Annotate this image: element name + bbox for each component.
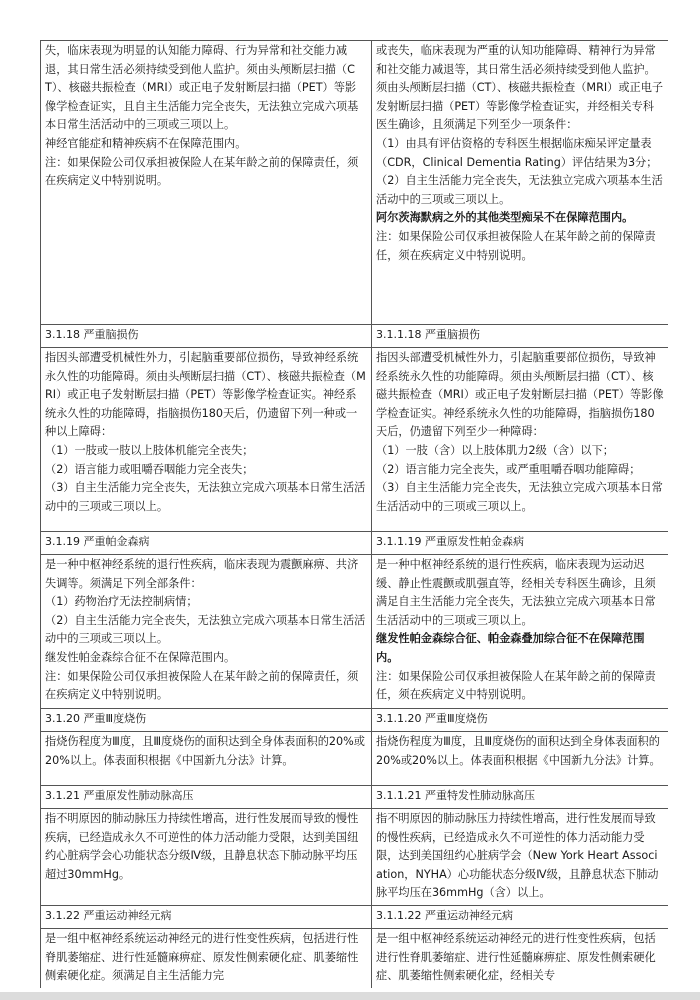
left-paragraph: 失，临床表现为明显的认知能力障碍、行为异常和社交能力减退，其日常生活必须持续受到他人监护。须由头颅断层扫描（CT）、核磁共振检查（MRI）或正电子发射断层扫描（PET）等影像学检查证实，且自主生活能力完全丧失，无法独立完成六项基本日常生活活动中的三项或三项以上。 [45, 44, 359, 132]
left-column-cell: 3.1.18 严重脑损伤 [41, 325, 372, 348]
right-column-cell [372, 928, 669, 988]
left-column-cell: 3.1.19 严重帕金森病 [41, 532, 372, 555]
left-column-cell: 3.1.20 严重Ⅲ度烧伤 [41, 709, 372, 732]
right-column-cell [372, 732, 669, 786]
left-paragraph: 注：如果保险公司仅承担被保险人在某年龄之前的保障责任，须在疾病定义中特别说明。 [45, 155, 359, 188]
left-paragraph: （2）语言能力或咀嚼吞咽能力完全丧失； [45, 462, 254, 476]
right-paragraph: （3）自主生活能力完全丧失，无法独立完成六项基本日常生活活动中的三项或三项以上。 [376, 481, 663, 513]
right-paragraph: 阿尔茨海默病之外的其他类型痴呆不在保障范围内。 [376, 211, 634, 225]
section-heading-row [41, 709, 669, 732]
left-paragraph: 是一组中枢神经系统运动神经元的进行性变性疾病，包括进行性脊肌萎缩症、进行性延髓麻痹症、原发性侧索硬化症、肌萎缩性侧索硬化症。须满足自主生活能力完 [45, 931, 359, 983]
right-column-cell: 3.1.1.19 严重原发性帕金森病 [372, 532, 669, 555]
left-column-cell: 3.1.21 严重原发性肺动脉高压 [41, 786, 372, 809]
right-column-cell [372, 41, 669, 325]
left-column-cell [41, 732, 372, 786]
left-paragraph: 指不明原因的肺动脉压力持续性增高，进行性发展而导致的慢性疾病，已经造成永久不可逆性的体力活动能力受限，达到美国纽约心脏病学会心功能状态分级Ⅳ级，且静息状态下肺动脉平均压超过30mmHg。 [45, 812, 359, 881]
left-paragraph: 是一种中枢神经系统的退行性疾病，临床表现为震颤麻痹、共济失调等。须满足下列全部条件： [45, 558, 359, 590]
right-paragraph: 注：如果保险公司仅承担被保险人在某年龄之前的保障责任，须在疾病定义中特别说明。 [376, 229, 656, 262]
section-content-row [41, 809, 669, 906]
right-column-cell [372, 555, 669, 709]
right-column-cell: 3.1.1.18 严重脑损伤 [372, 325, 669, 348]
left-column-cell [41, 348, 372, 532]
left-column-cell: 3.1.22 严重运动神经元病 [41, 905, 372, 928]
right-column-cell: 3.1.1.20 严重Ⅲ度烧伤 [372, 709, 669, 732]
left-paragraph: （1）一肢或一肢以上肢体机能完全丧失； [45, 443, 254, 457]
right-paragraph: （2）自主生活能力完全丧失，无法独立完成六项基本生活活动中的三项或三项以上。 [376, 174, 663, 206]
section-content-row [41, 555, 669, 709]
left-paragraph: （3）自主生活能力完全丧失，无法独立完成六项基本日常生活活动中的三项或三项以上。 [45, 481, 366, 513]
right-paragraph: （1）由具有评估资格的专科医生根据临床痴呆评定量表（CDR，Clinical Dementia Rating）评估结果为3分； [376, 136, 658, 169]
document-page [40, 40, 668, 988]
left-paragraph: 指烧伤程度为Ⅲ度，且Ⅲ度烧伤的面积达到全身体表面积的20%或20%以上。体表面积根据《中国新九分法》计算。 [45, 735, 365, 767]
left-paragraph: （2）自主生活能力完全丧失，无法独立完成六项基本日常生活活动中的三项或三项以上。 [45, 613, 366, 646]
section-heading-row [41, 532, 669, 555]
right-paragraph: 是一种中枢神经系统的退行性疾病，临床表现为运动迟缓、静止性震颤或肌强直等，经相关专科医生确诊，且须满足自主生活能力完全丧失，无法独立完成六项基本日常生活活动中的三项或三项以上。 [376, 558, 656, 627]
right-paragraph: 是一组中枢神经系统运动神经元的进行性变性疾病，包括进行性脊肌萎缩症、进行性延髓麻痹症、原发性侧索硬化症、肌萎缩性侧索硬化症，经相关专 [376, 931, 656, 983]
right-paragraph: 继发性帕金森综合征、帕金森叠加综合征不在保障范围内。 [376, 632, 645, 664]
right-column-cell: 3.1.1.21 严重特发性肺动脉高压 [372, 786, 669, 809]
section-heading-row [41, 325, 669, 348]
left-column-cell [41, 41, 372, 325]
right-column-cell: 3.1.1.22 严重运动神经元病 [372, 905, 669, 928]
right-paragraph: （2）语言能力完全丧失，或严重咀嚼吞咽功能障碍； [376, 462, 641, 476]
left-paragraph: （1）药物治疗无法控制病情； [45, 595, 198, 609]
left-column-cell [41, 809, 372, 906]
right-paragraph: 或丧失，临床表现为严重的认知功能障碍、精神行为异常和社交能力减退等，其日常生活必须持续受到他人监护。须由头颅断层扫描（CT）、核磁共振检查（MRI）或正电子发射断层扫描（PET）等影像学检查证实，并经相关专科医生确诊，且须满足下列至少一项条件： [376, 44, 664, 132]
comparison-table [40, 40, 668, 988]
right-column-cell [372, 809, 669, 906]
left-paragraph: 继发性帕金森综合征不在保障范围内。 [45, 650, 236, 664]
left-column-cell [41, 555, 372, 709]
section-content-row [41, 732, 669, 786]
left-column-cell [41, 928, 372, 988]
right-column-cell [372, 348, 669, 532]
right-paragraph: 注：如果保险公司仅承担被保险人在某年龄之前的保障责任，须在疾病定义中特别说明。 [376, 669, 656, 702]
right-paragraph: 指因头部遭受机械性外力，引起脑重要部位损伤，导致神经系统永久性的功能障碍。须由头颅断层扫描（CT）、核磁共振检查（MRI）或正电子发射断层扫描（PET）等影像学检查证实。神经系统永久性的功能障碍，指脑损伤180天后，仍遗留下列至少一种障碍： [376, 351, 664, 439]
right-paragraph: （1）一肢（含）以上肢体肌力2级（含）以下； [376, 443, 614, 457]
right-paragraph: 指不明原因的肺动脉压力持续性增高，进行性发展而导致的慢性疾病，已经造成永久不可逆性的体力活动能力受限，达到美国纽约心脏病学会（New York Heart Association，NYHA）心功能状态分级Ⅳ级，且静息状态下肺动脉平均压在36mmHg（含）以上。 [376, 812, 659, 900]
left-paragraph: 神经官能症和精神疾病不在保障范围内。 [45, 136, 247, 150]
left-paragraph: 注：如果保险公司仅承担被保险人在某年龄之前的保障责任，须在疾病定义中特别说明。 [45, 669, 359, 702]
right-paragraph: 指烧伤程度为Ⅲ度，且Ⅲ度烧伤的面积达到全身体表面积的20%或20%以上。体表面积根据《中国新九分法》计算。 [376, 735, 661, 767]
section-content-row [41, 348, 669, 532]
section-content-row [41, 41, 669, 325]
page-bottom-edge [0, 992, 700, 1000]
section-content-row [41, 928, 669, 988]
section-heading-row [41, 905, 669, 928]
left-paragraph: 指因头部遭受机械性外力，引起脑重要部位损伤，导致神经系统永久性的功能障碍。须由头颅断层扫描（CT）、核磁共振检查（MRI）或正电子发射断层扫描（PET）等影像学检查证实。神经系统永久性的功能障碍，指脑损伤180天后，仍遗留下列一种或一种以上障碍： [45, 351, 366, 439]
section-heading-row [41, 786, 669, 809]
